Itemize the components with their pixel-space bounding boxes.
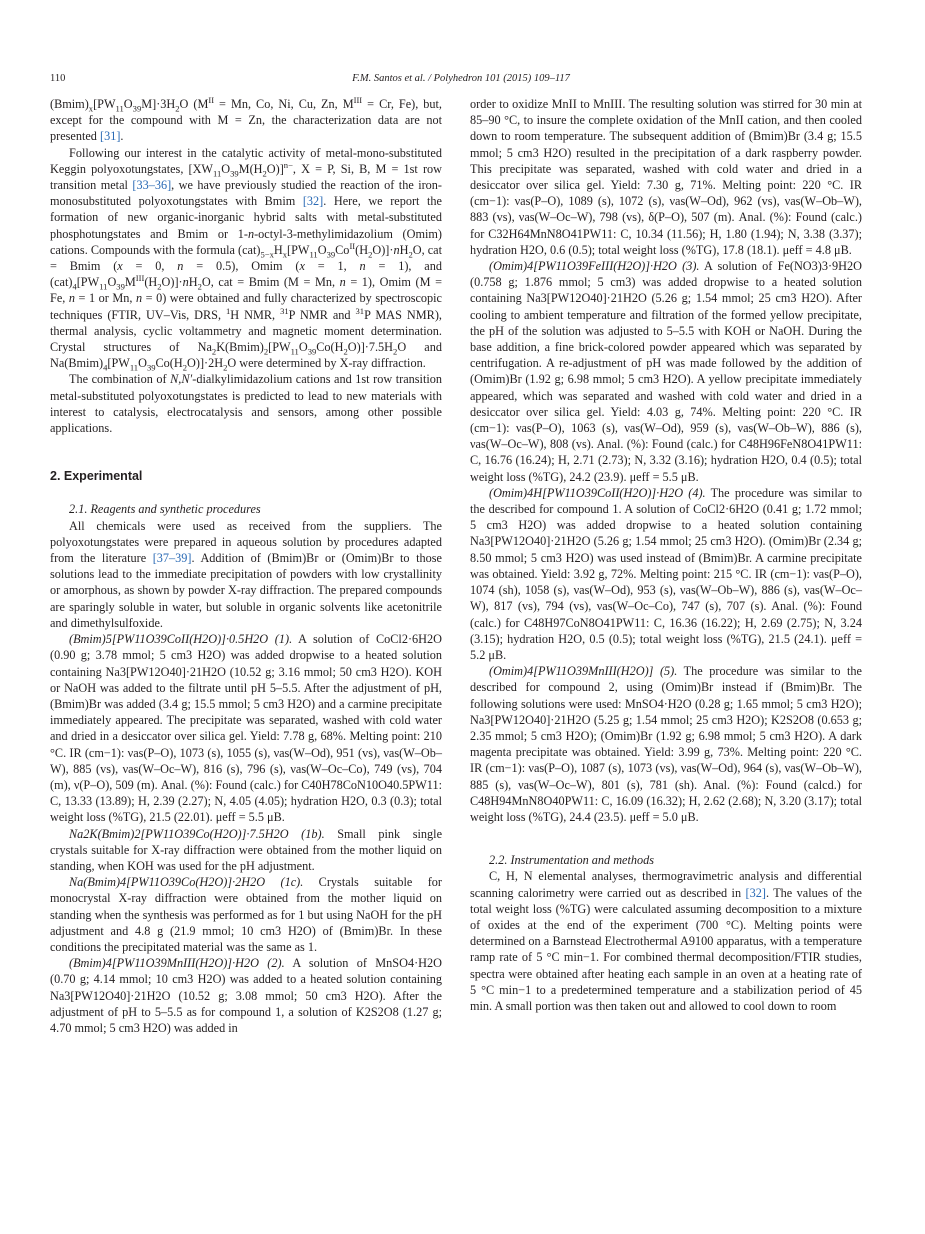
paragraph: order to oxidize MnII to MnIII. The resulting solution was stirred for 30 min at 85–90 °C, to insure the complete oxidation of the MnII cation, and then cooled down to room temperature. The subsequent addition of (Bmim)Br (3.4 g; 15.5 mmol; 5 cm3 H2O) resulted in the precipitation of a dark raspberry powder. This precipitate was separated, washed with cold water and dried in a desiccator over silica gel. Yield: 7.30 g, 71%. Melting point: 220 °C. IR (cm−1): νas(P–O), 1089 (s), 1072 (s), νas(W–Od), 962 (vs), νas(W–Ob–W), 883 (vs), νas(W–Oc–W), 798 (vs), δ(P–O), 507 (m). Anal. (%): Found (calc.) for C32H64MnN8O41PW11: C, 10.34 (11.56); H, 1.80 (1.94); N, 3.38 (3.37); hydration H2O, 0.6 (0.5); total weight loss (%TG), 17.8 (18.1). μeff = 4.8 μB. <box>470 97 862 257</box>
compound-paragraph: (Omim)4[PW11O39MnIII(H2O)] (5). The procedure was similar to the described for compound 2, using (Omim)Br instead if (Bmim)Br. The following solutions were used: MnSO4·H2O (0.28 g; 1.65 mmol; 5 cm3 H2O); Na3[PW12O40]·21H2O (5.25 g; 1.54 mmol; 25 cm3 H2O); K2S2O8 (0.653 g; 2.35 mmol; 5 cm3 H2O); (Omim)Br (1.92 g; 6.98 mmol; 5 cm3 H2O). A dark magenta precipitate was obtained. Yield: 3.99 g, 73%. Melting point: 220 °C. IR (cm−1): νas(P–O), 1087 (s), 1073 (vs), νas(W–Od), 964 (s), νas(W–Ob–W), 885 (s), νas(W–Oc–W), 801 (s), 781 (sh). Anal. (%): Found (calcd.) for C48H94MnN8O40PW11: C, 16.09 (16.32); H, 2.62 (2.68); N, 3.20 (3.17); total weight loss (%TG), 24.4 (23.5). μeff = 5.0 μB. <box>470 664 862 824</box>
compound-name: Na(Bmim)4[PW11O39Co(H2O)]·2H2O (1c). <box>69 875 304 890</box>
page-header <box>50 72 872 86</box>
citation-link[interactable]: [32] <box>302 194 324 209</box>
citation-link[interactable]: [33–36] <box>132 178 172 193</box>
compound-name: (Bmim)5[PW11O39CoII(H2O)]·0.5H2O (1). <box>69 632 293 647</box>
compound-paragraph: (Bmim)4[PW11O39MnIII(H2O)]·H2O (2). A solution of MnSO4·H2O (0.70 g; 4.14 mmol; 10 cm3 H2O) was added to a heated solution containing Na3[PW12O40]·21H2O (10.52 g; 3.08 mmol; 50 cm3 H2O). After the adjustment of pH to 5–5.5 as for compound 1, a solution of K2S2O8 (1.27 g; 4.70 mmol; 5 cm3 H2O) was added in <box>50 956 442 1035</box>
left-column <box>50 96 442 1036</box>
section-heading: 2. Experimental <box>50 469 143 484</box>
compound-paragraph: (Omim)4H[PW11O39CoII(H2O)]·H2O (4). The procedure was similar to the described for compound 1. A solution of CoCl2·6H2O (0.41 g; 1.72 mmol; 5 cm3 H2O) was added dropwise to a heated solution containing Na3[PW12O40]·21H2O (5.26 g; 1.54 mmol; 25 cm3 H2O). (Omim)Br (2.34 g; 8.50 mmol; 5 cm3 H2O) was used instead of (Bmim)Br. A carmine precipitate was obtained. Yield: 3.92 g, 72%. Melting point: 215 °C. IR (cm−1): νas(P–O), 1074 (sh), 1058 (s), νas(W–Od), 953 (s), νas(W–Ob–W), 886 (s), νas(W–Oc–W), 817 (vs), 794 (vs), νas(W–Oc–Co), 747 (s), 707 (s). Anal. (%): Found (calc.) for C48H97CoN8O41PW11: C, 16.36 (16.22); H, 2.69 (2.75); N, 3.24 (3.15); hydration H2O, 0.5 (0.5); total weight loss (%TG), 21.5 (24.1). μeff = 5.2 μB. <box>470 485 862 662</box>
citation-link[interactable]: [37–39] <box>152 551 192 566</box>
paragraph: The combination of N,N′-dialkylimidazolium cations and 1st row transition metal-substituted polyoxotungstates is predicted to lead to new materials with interest to catalysis, electrocatalysis and sensors, among other possible applications. <box>50 372 442 436</box>
compound-name: (Bmim)4[PW11O39MnIII(H2O)]·H2O (2). <box>69 956 285 971</box>
compound-paragraph: (Omim)4[PW11O39FeIII(H2O)]·H2O (3). A solution of Fe(NO3)3·9H2O (0.758 g; 1.876 mmol; 5 cm3) was added dropwise to a heated solution containing Na3[PW12O40]·21H2O (5.26 g; 1.54 mmol; 25 cm3 H2O). After cooling to ambient temperature and filtration of the formed yellow precipitate, the pH of the solution was adjusted to 5–5.5 with KOH or NaOH. During the base addition, a fine brick-colored powder appeared which was separated by centrifugation. A re-adjustment of pH was made followed by the addition of (Omim)Br (1.92 g; 6.98 mmol; 5 cm3 H2O). A yellow precipitate immediately appeared, which was separated and washed with cold water and dried in a desiccator over silica gel. Yield: 4.03 g, 74%. Melting point: 220 °C. IR (cm−1): νas(P–O), 1063 (s), νas(W–Od), 959 (s), νas(W–Ob–W), 886 (s), νas(W–Oc–W), 808 (vs). Anal. (%): Found (calc.) for C48H96FeN8O41PW11: C, 16.76 (16.24); H, 2.71 (2.73); N, 3.32 (3.16); hydration H2O, 0.4 (0.5); total weight loss (%TG), 24.2 (23.9). μeff = 5.5 μB. <box>470 259 863 484</box>
compound-name: (Omim)4[PW11O39MnIII(H2O)] (5). <box>489 664 678 679</box>
citation-link[interactable]: [32] <box>745 885 766 900</box>
subsection-heading: 2.2. Instrumentation and methods <box>489 853 655 868</box>
page-number: 110 <box>50 73 66 84</box>
paragraph: Following our interest in the catalytic activity of metal-mono-substituted Keggin polyoxotungstates, $[XW_{11}O_{39}M(H_2O)]^{n-}$, X = P, Si, B, M = 1st row transition metal [33–36], we have previously studied the reaction of the iron-monosubstituted polyoxotungstates with Bmim [32]. Here, we report the formation of new organic-inorganic hybrid salts with metal-substituted phosphotungstates and Bmim or 1-n-octyl-3-methylimidazolium (Omim) cations. Compounds with the formula $(cat)_{5-x}H_x[PW_{11}O_{39}Co^{II}(H_2O)]\cdot nH_2O$, cat = Bmim (x = 0, n = 0.5), Omim (x = 1, n = 1), and $(cat)_4[PW_{11}O_{39}M^{III}(H_2O)]\cdot nH_2O$, cat = Bmim (M = Mn, n = 1), Omim (M = Fe, n = 1 or Mn, n = 0) were obtained and fully characterized by spectroscopic techniques (FTIR, UV–Vis, DRS, $^1$H NMR, $^{31}$P NMR and $^{31}$P MAS NMR), thermal analysis, cyclic voltammetry and magnetic moment determination. Crystal structures of $Na_2K(Bmim)_2[PW_{11}O_{39}Co(H_2O)]\cdot 7.5H_2O$ and $Na(Bmim)_4[PW_{11}O_{39}Co(H_2O)]\cdot 2H_2O$ were determined by X-ray diffraction. <box>50 145 443 373</box>
right-column <box>470 96 862 1014</box>
running-title: F.M. Santos et al. / Polyhedron 101 (2015) 109–117 <box>352 73 570 84</box>
paragraph: All chemicals were used as received from the suppliers. The polyoxotungstates were prepared in aqueous solution by procedures adapted from the literature [37–39]. Addition of (Bmim)Br or (Omim)Br to those solutions lead to the immediate precipitation of powders with low crystallinity or amorphous, as shown by powder X-ray diffraction. The prepared compounds are sparingly soluble in water, but soluble in organic solvents like acetonitrile and dimethylsulfoxide. <box>50 518 442 630</box>
paragraph: $(Bmim)_x[PW_{11}O_{39}M]\cdot 3H_2O$ ($M^{II} = Mn$, Co, Ni, Cu, Zn, $M^{III} = Cr$, Fe), but, except for the compound with M = Zn, the characterization data are not presented [31]. <box>50 94 442 144</box>
paragraph: C, H, N elemental analyses, thermogravimetric analysis and differential scanning calorimetry were carried out as described in [32]. The values of the total weight loss (%TG) were calculated assuming decomposition to a mixture of oxides at the end of the experiment (700 °C). Melting points were determined on a Barnstead Electrothermal A9100 apparatus, with a temperature ramp rate of 5 °C min−1. For combined thermal decomposition/FTIR studies, spectra were obtained after heating each sample in an oven at a heating rate of 5 °C min−1 to a predetermined temperature and a stabilization period of 45 min. A small portion was then taken out and allowed to cool down to room <box>470 869 862 1013</box>
compound-paragraph: Na2K(Bmim)2[PW11O39Co(H2O)]·7.5H2O (1b). Small pink single crystals suitable for X-ray diffraction were obtained from the mother liquid on standing, when KOH was used for the pH adjustment. <box>50 826 442 873</box>
citation-link[interactable]: [31] <box>100 129 121 144</box>
subsection-heading: 2.1. Reagents and synthetic procedures <box>69 502 261 517</box>
compound-name: (Omim)4H[PW11O39CoII(H2O)]·H2O (4). <box>489 485 706 500</box>
compound-paragraph: (Bmim)5[PW11O39CoII(H2O)]·0.5H2O (1). A solution of CoCl2·6H2O (0.90 g; 3.78 mmol; 5 cm3 H2O) was added dropwise to a heated solution containing Na3[PW12O40]·21H2O (10.52 g; 3.16 mmol; 50 cm3 H2O). KOH or NaOH was added to the filtrate until pH 5–5.5. After the adjustment of pH, (Bmim)Br was added (3.4 g; 15.5 mmol; 5 cm3 H2O) and a carmine precipitate immediately appeared. The precipitate was separated, washed with cold water and dried in a desiccator over silica gel. Yield: 7.78 g, 68%. Melting point: 210 °C. IR (cm−1): νas(P–O), 1073 (s), 1055 (s), νas(W–Od), 951 (vs), νas(W–Ob–W), 885 (vs), νas(W–Oc–W), 816 (s), 796 (s), νas(W–Oc–Co), 749 (vs), 704 (m), ν(P–O), 509 (m). Anal. (%): Found (calc.) for C40H78CoN10O40.5PW11: C, 13.33 (13.89); H, 2.39 (2.27); N, 4.05 (4.05); hydration H2O, 0.3 (0.3); total weight loss (%TG), 21.5 (22.01). μeff = 5.5 μB. <box>50 632 442 825</box>
compound-paragraph: Na(Bmim)4[PW11O39Co(H2O)]·2H2O (1c). Crystals suitable for monocrystal X-ray diffraction were obtained from the mother liquid on standing when the synthesis was performed as for 1 but using NaOH for the pH adjustment and 4.8 g (21.9 mmol; 10 cm3 H2O) of (Bmim)Br. In these conditions the precipitated material was the same as 1. <box>50 875 442 954</box>
compound-name: Na2K(Bmim)2[PW11O39Co(H2O)]·7.5H2O (1b). <box>69 826 325 841</box>
compound-name: (Omim)4[PW11O39FeIII(H2O)]·H2O (3). <box>489 259 700 274</box>
